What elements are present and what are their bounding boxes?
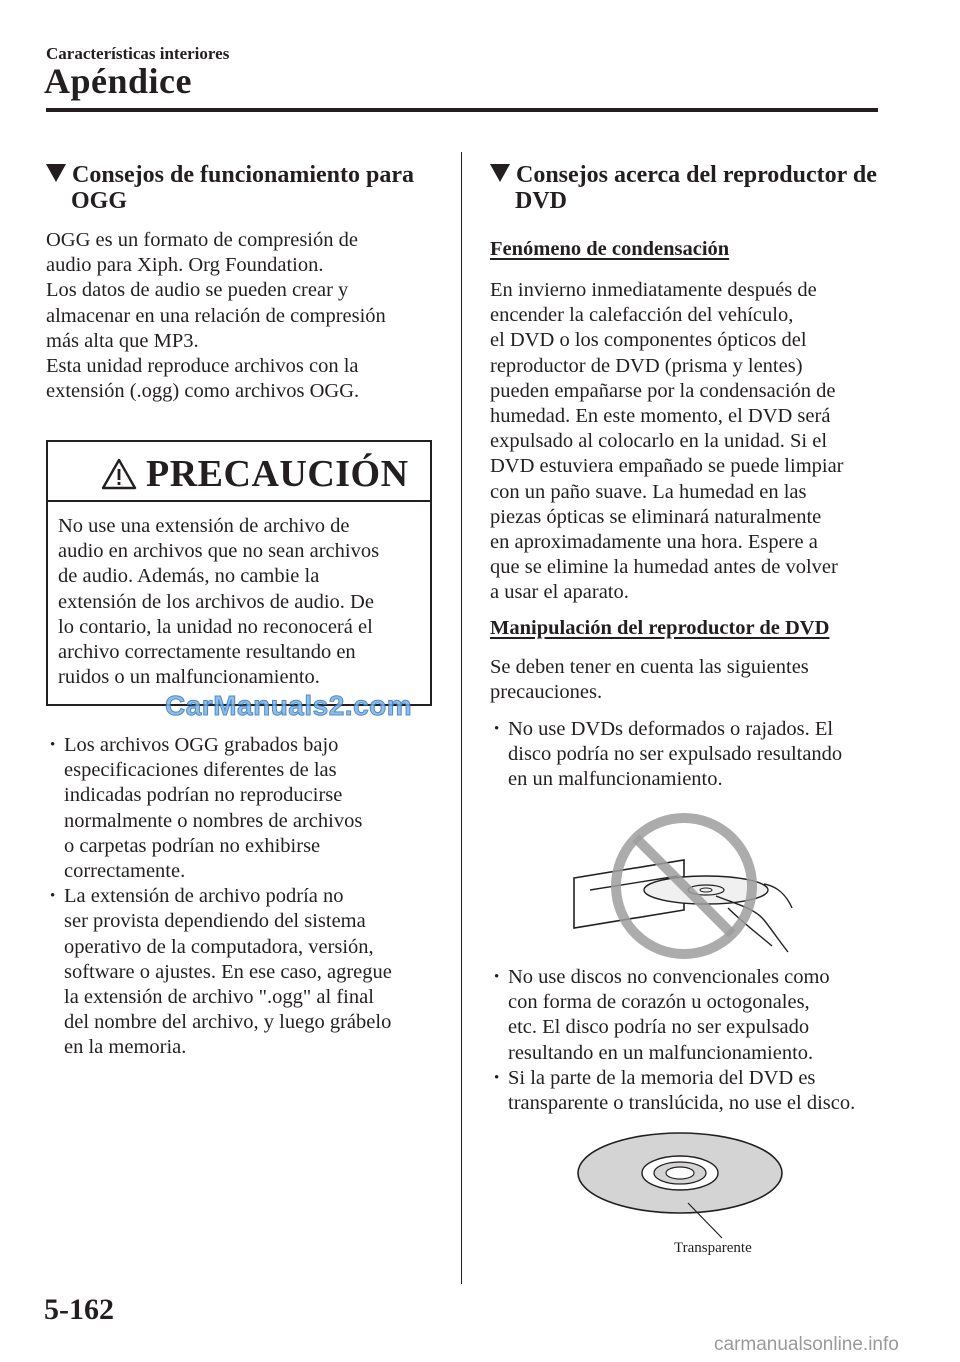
list-item: • Los archivos OGG grabados bajo especificaciones diferentes de las indicadas podrían no reproducirse normalmente o nombres de archivos o carpetas podrían no exhibirse correctamente. <box>46 733 446 884</box>
list-item: • No use DVDs deformados o rajados. El disco podría no ser expulsado resultando en un malfuncionamiento. <box>490 717 890 793</box>
ogg-intro: OGG es un formato de compresión de audio para Xiph. Org Foundation. Los datos de audio se pueden crear y almacenar en una relación de compresión más alta que MP3. Esta unidad reproduce archivos con la extensión (.ogg) como archivos OGG. <box>46 229 386 403</box>
list-item: • No use discos no convencionales como con forma de corazón u octogonales, etc. El disco podría no ser expulsado resultando en un malfuncionamiento. <box>490 965 890 1066</box>
dvd-bullet-list-2 <box>490 965 890 1116</box>
column-divider <box>461 152 462 1284</box>
page-number: 5-162 <box>44 1293 114 1326</box>
caution-box <box>46 440 432 706</box>
transparent-disc-illustration <box>572 1128 792 1243</box>
warning-triangle-icon <box>100 457 138 491</box>
site-watermark: carmanualsonline.info <box>714 1334 899 1355</box>
triangle-marker-icon <box>490 164 510 182</box>
header-rule <box>46 108 878 112</box>
dvd-bullet-list-1 <box>490 717 890 793</box>
transparent-label: Transparente <box>674 1240 752 1256</box>
triangle-marker-icon <box>46 164 66 182</box>
list-item: • La extensión de archivo podría no ser provista dependiendo del sistema operativo de la computadora, versión, software o ajustes. En ese caso, agregue la extensión de archivo ".ogg" al final del nombre del archivo, y luego grábelo en la memoria. <box>46 884 446 1060</box>
caution-header <box>48 442 430 502</box>
condensation-text: En invierno inmediatamente después de encender la calefacción del vehículo, el DVD o los componentes ópticos del reproductor de DVD (prisma y lentes) pueden empañarse por la condensación de humedad. En este momento, el DVD será expulsado al colocarlo en la unidad. Si el DVD estuviera empañado se puede limpiar con un paño suave. La humedad en las piezas ópticas se eliminará naturalmente en aproximadamente una hora. Espere a que se elimine la humedad antes de volver a usar el aparato. <box>490 279 844 604</box>
section-label: Características interiores <box>46 44 230 63</box>
handling-subheading: Manipulación del reproductor de DVD <box>490 617 830 639</box>
caution-text: No use una extensión de archivo de audio en archivos que no sean archivos de audio. Además, no cambie la extensión de los archivos de audio. De lo contario, la unidad no reconocerá el archivo correctamente resultando en ruidos o un malfuncionamiento. <box>58 515 380 689</box>
dvd-section-title: Consejos acerca del reproductor de DVD <box>490 162 890 214</box>
ogg-bullet-list <box>46 733 446 1061</box>
watermark: CarManuals2.com <box>165 690 413 721</box>
handling-text: Se deben tener en cuenta las siguientes precauciones. <box>490 656 809 704</box>
condensation-subheading: Fenómeno de condensación <box>490 238 730 260</box>
no-deformed-disc-illustration <box>566 812 806 962</box>
caution-title: PRECAUCIÓN <box>146 453 409 495</box>
ogg-section-title: Consejos de funcionamiento para OGG <box>46 162 456 214</box>
page-title: Apéndice <box>44 61 192 101</box>
list-item: • Si la parte de la memoria del DVD es transparente o translúcida, no use el disco. <box>490 1066 890 1116</box>
